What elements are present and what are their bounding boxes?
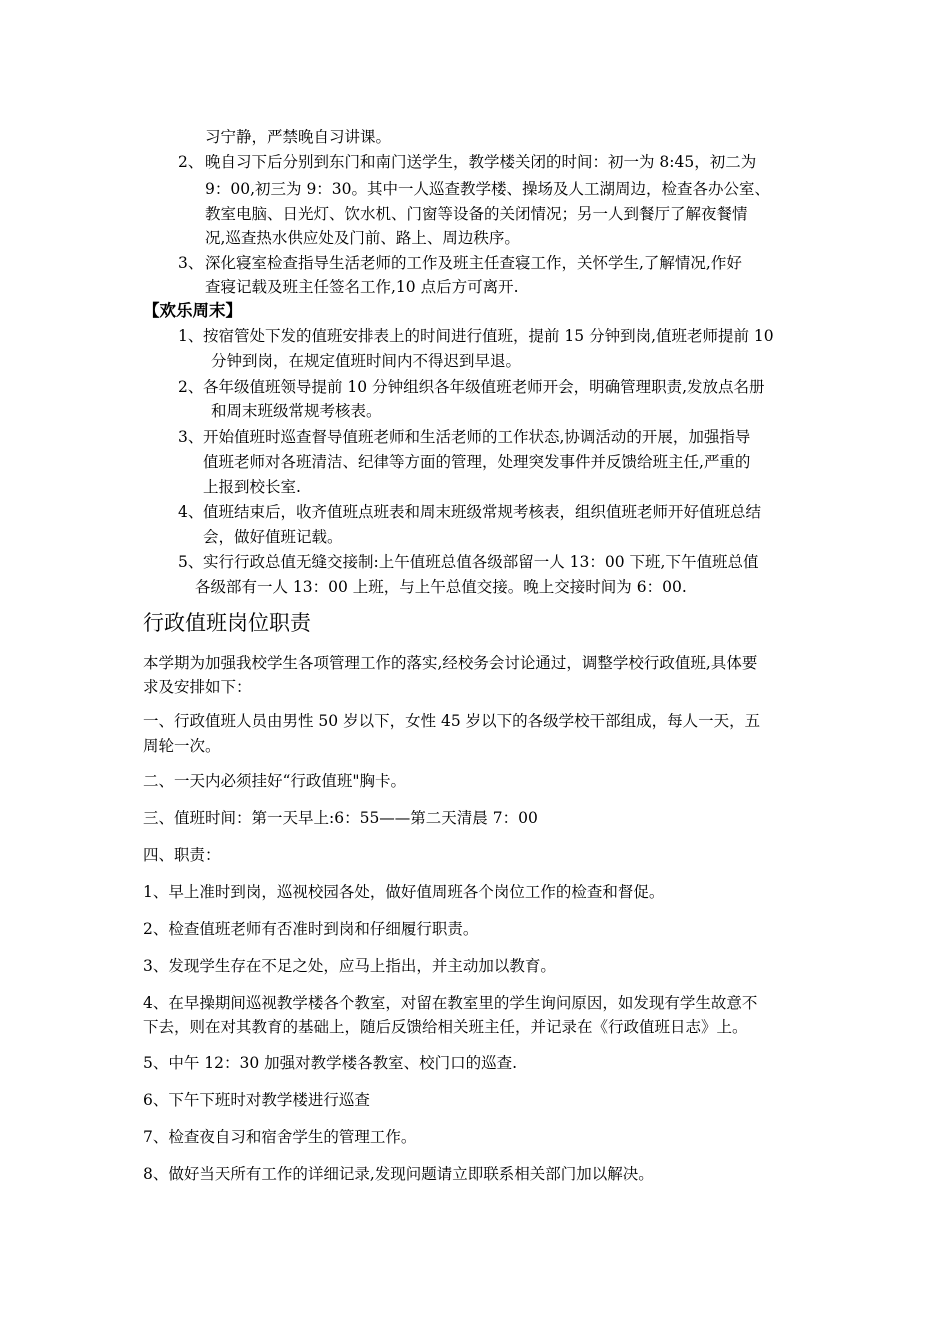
weekend-item-line: 值班老师对各班清洁、纪律等方面的管理，处理突发事件并反馈给班主任,严重的: [203, 453, 751, 471]
duty-rule: 8、做好当天所有工作的详细记录,发现问题请立即联系相关部门加以解决。: [143, 1165, 654, 1183]
evening-line-cont: 习宁静，严禁晚自习讲课。: [205, 128, 392, 146]
duty-p1-line: 一、行政值班人员由男性 50 岁以下，女性 45 岁以下的各级学校干部组成，每人一天，五: [143, 712, 761, 730]
weekend-item-line: 按宿管处下发的值班安排表上的时间进行值班，提前 15 分钟到岗,值班老师提前 10: [203, 327, 774, 345]
evening-item3-line: 查寝记载及班主任签名工作,10 点后方可离开.: [205, 278, 519, 296]
evening-item2-line: 9：00,初三为 9：30。其中一人巡查教学楼、操场及人工湖周边，检查各办公室、: [205, 180, 771, 198]
weekend-item-num: 4、: [178, 503, 204, 521]
duty-p2: 二、一天内必须挂好“行政值班"胸卡。: [143, 772, 407, 790]
duty-intro-line: 求及安排如下：: [143, 678, 252, 696]
section-title: 行政值班岗位职责: [143, 611, 311, 635]
weekend-item-line: 各年级值班领导提前 10 分钟组织各年级值班老师开会，明确管理职责,发放点名册: [203, 378, 765, 396]
duty-rule: 3、发现学生存在不足之处，应马上指出，并主动加以教育。: [143, 957, 556, 975]
weekend-item-num: 5、: [178, 553, 204, 571]
duty-rule: 6、下午下班时对教学楼进行巡查: [143, 1091, 370, 1109]
duty-intro-line: 本学期为加强我校学生各项管理工作的落实,经校务会讨论通过，调整学校行政值班,具体要: [143, 654, 758, 672]
evening-item2-line: 晚自习下后分别到东门和南门送学生，教学楼关闭的时间：初一为 8:45，初二为: [205, 153, 757, 171]
duty-p4: 四、职责：: [143, 846, 221, 864]
weekend-item-line: 各级部有一人 13：00 上班，与上午总值交接。晚上交接时间为 6：00.: [195, 578, 687, 596]
weekend-item-line: 会，做好值班记载。: [203, 528, 343, 546]
duty-rule: 5、中午 12：30 加强对教学楼各教室、校门口的巡查.: [143, 1054, 518, 1072]
evening-item3-num: 3、: [178, 254, 204, 272]
weekend-item-line: 开始值班时巡查督导值班老师和生活老师的工作状态,协调活动的开展，加强指导: [203, 428, 751, 446]
weekend-item-num: 1、: [178, 327, 204, 345]
evening-item2-line: 况,巡查热水供应处及门前、路上、周边秩序。: [205, 229, 520, 247]
weekend-item-line: 分钟到岗，在规定值班时间内不得迟到早退。: [211, 352, 522, 370]
duty-rule: 2、检查值班老师有否准时到岗和仔细履行职责。: [143, 920, 479, 938]
duty-p1-line: 周轮一次。: [143, 737, 221, 755]
weekend-item-num: 3、: [178, 428, 204, 446]
duty-rule: 7、检查夜自习和宿舍学生的管理工作。: [143, 1128, 417, 1146]
weekend-item-line: 实行行政总值无缝交接制:上午值班总值各级部留一人 13：00 下班,下午值班总值: [203, 553, 759, 571]
duty-rule: 4、在早操期间巡视教学楼各个教室，对留在教室里的学生询问原因，如发现有学生故意不: [143, 994, 758, 1012]
weekend-item-num: 2、: [178, 378, 204, 396]
weekend-item-line: 上报到校长室.: [203, 478, 301, 496]
evening-item2-line: 教室电脑、日光灯、饮水机、门窗等设备的关闭情况；另一人到餐厅了解夜餐情: [205, 205, 748, 223]
weekend-item-line: 值班结束后，收齐值班点班表和周末班级常规考核表，组织值班老师开好值班总结: [203, 503, 762, 521]
weekend-item-line: 和周末班级常规考核表。: [211, 402, 382, 420]
evening-item3-line: 深化寝室检查指导生活老师的工作及班主任查寝工作，关怀学生,了解情况,作好: [205, 254, 742, 272]
weekend-heading: 【欢乐周末】: [143, 301, 242, 320]
duty-rule: 1、早上准时到岗，巡视校园各处，做好值周班各个岗位工作的检查和督促。: [143, 883, 665, 901]
duty-rule: 下去，则在对其教育的基础上，随后反馈给相关班主任，并记录在《行政值班日志》上。: [143, 1018, 748, 1036]
duty-p3: 三、值班时间：第一天早上:6：55——第二天清晨 7：00: [143, 809, 538, 827]
evening-item2-num: 2、: [178, 153, 204, 171]
